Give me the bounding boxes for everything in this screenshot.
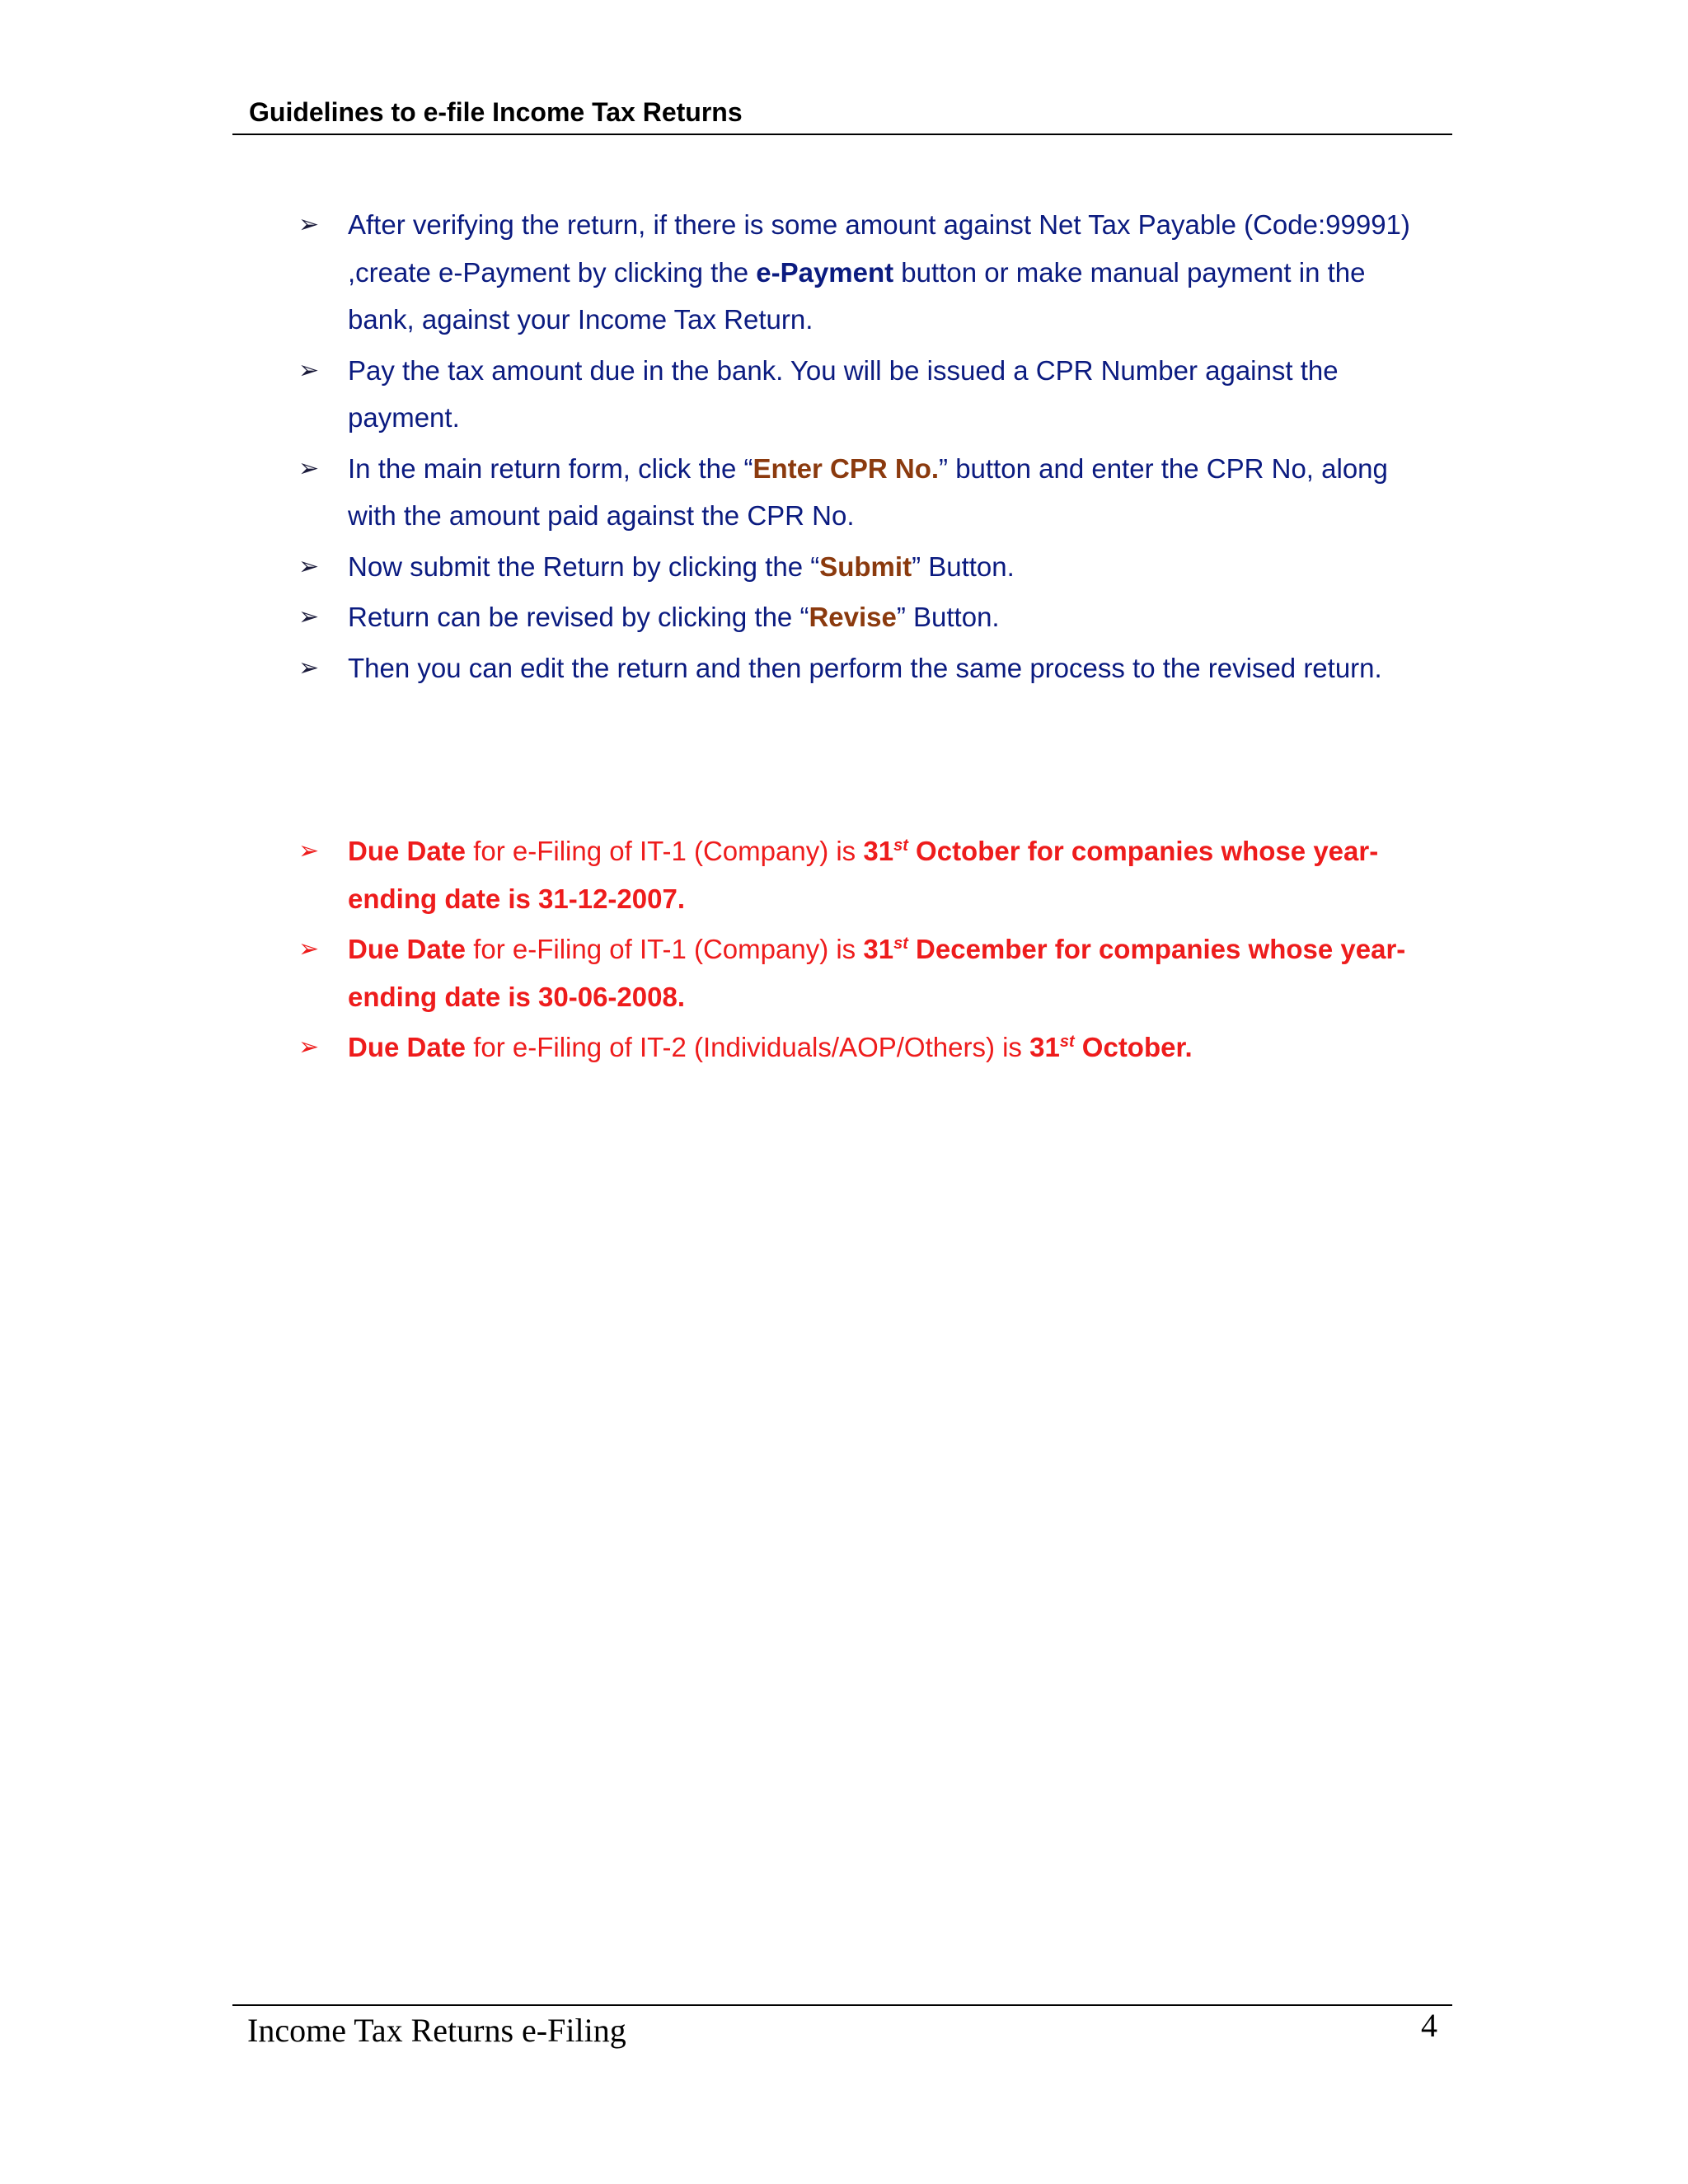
instruction-list (298, 201, 1436, 695)
instruction-text: After verifying the return, if there is some amount against Net Tax Payable (Code:99991) ,create e-Payment by clicking the (348, 209, 1410, 288)
instruction-item (298, 445, 1436, 540)
due-date-label: Due Date (348, 934, 467, 964)
due-date-item (298, 1024, 1436, 1071)
instruction-text: ” Button. (912, 551, 1015, 582)
arrow-bullet-icon: ➢ (298, 355, 320, 385)
enter-cpr-label: Enter CPR No. (753, 452, 940, 484)
page-footer (232, 2004, 1452, 2055)
submit-label: Submit (819, 551, 912, 582)
instruction-text: ” Button. (896, 602, 1000, 632)
due-date-item (298, 926, 1436, 1020)
arrow-bullet-icon: ➢ (298, 602, 320, 631)
instruction-text: Then you can edit the return and then perform the same process to the revised return. (348, 652, 1382, 683)
instruction-text: Pay the tax amount due in the bank. You will be issued a CPR Number against the payment. (348, 354, 1339, 433)
revise-label: Revise (809, 602, 897, 632)
arrow-bullet-icon: ➢ (298, 935, 320, 963)
footer-title: Income Tax Returns e-Filing (247, 2012, 626, 2049)
due-date-day: 31 (863, 836, 894, 866)
due-date-item (298, 827, 1436, 922)
instruction-item (298, 347, 1436, 442)
instruction-item (298, 644, 1436, 692)
instruction-text: Return can be revised by clicking the “ (348, 602, 809, 632)
arrow-bullet-icon: ➢ (298, 1033, 320, 1062)
arrow-bullet-icon: ➢ (298, 453, 320, 483)
due-date-detail: October for companies whose year-ending date is 31-12-2007. (348, 836, 1379, 914)
due-date-list (298, 827, 1436, 1075)
ordinal-suffix: st (1059, 1033, 1075, 1051)
page-header (232, 92, 1452, 135)
ordinal-suffix: st (893, 935, 908, 953)
due-date-day: 31 (863, 934, 894, 964)
instruction-item (298, 201, 1436, 344)
due-date-detail: October. (1074, 1032, 1193, 1062)
page-number: 4 (1421, 2007, 1437, 2044)
ordinal-suffix: st (893, 837, 908, 855)
due-date-day: 31 (1029, 1032, 1060, 1062)
instruction-item (298, 543, 1436, 591)
instruction-text: In the main return form, click the “ (348, 452, 753, 484)
due-date-label: Due Date (348, 1032, 467, 1062)
arrow-bullet-icon: ➢ (298, 551, 320, 581)
due-date-text: for e-Filing of IT-1 (Company) is (466, 836, 864, 866)
instruction-text: button or make manual payment in the bank, against your Income Tax Return. (348, 256, 1366, 335)
instruction-text: Now submit the Return by clicking the “ (348, 551, 820, 582)
e-payment-label: e-Payment (756, 256, 894, 288)
due-date-label: Due Date (348, 836, 467, 866)
instruction-text: ” button and enter the CPR No, along with the amount paid against the CPR No. (348, 452, 1388, 531)
arrow-bullet-icon: ➢ (298, 837, 320, 865)
due-date-text: for e-Filing of IT-1 (Company) is (466, 934, 864, 964)
due-date-detail: December for companies whose year-ending date is 30-06-2008. (348, 934, 1406, 1012)
due-date-text: for e-Filing of IT-2 (Individuals/AOP/Others) is (466, 1032, 1030, 1062)
header-title: Guidelines to e-file Income Tax Returns (249, 97, 743, 127)
arrow-bullet-icon: ➢ (298, 210, 320, 239)
arrow-bullet-icon: ➢ (298, 653, 320, 682)
instruction-item (298, 593, 1436, 641)
